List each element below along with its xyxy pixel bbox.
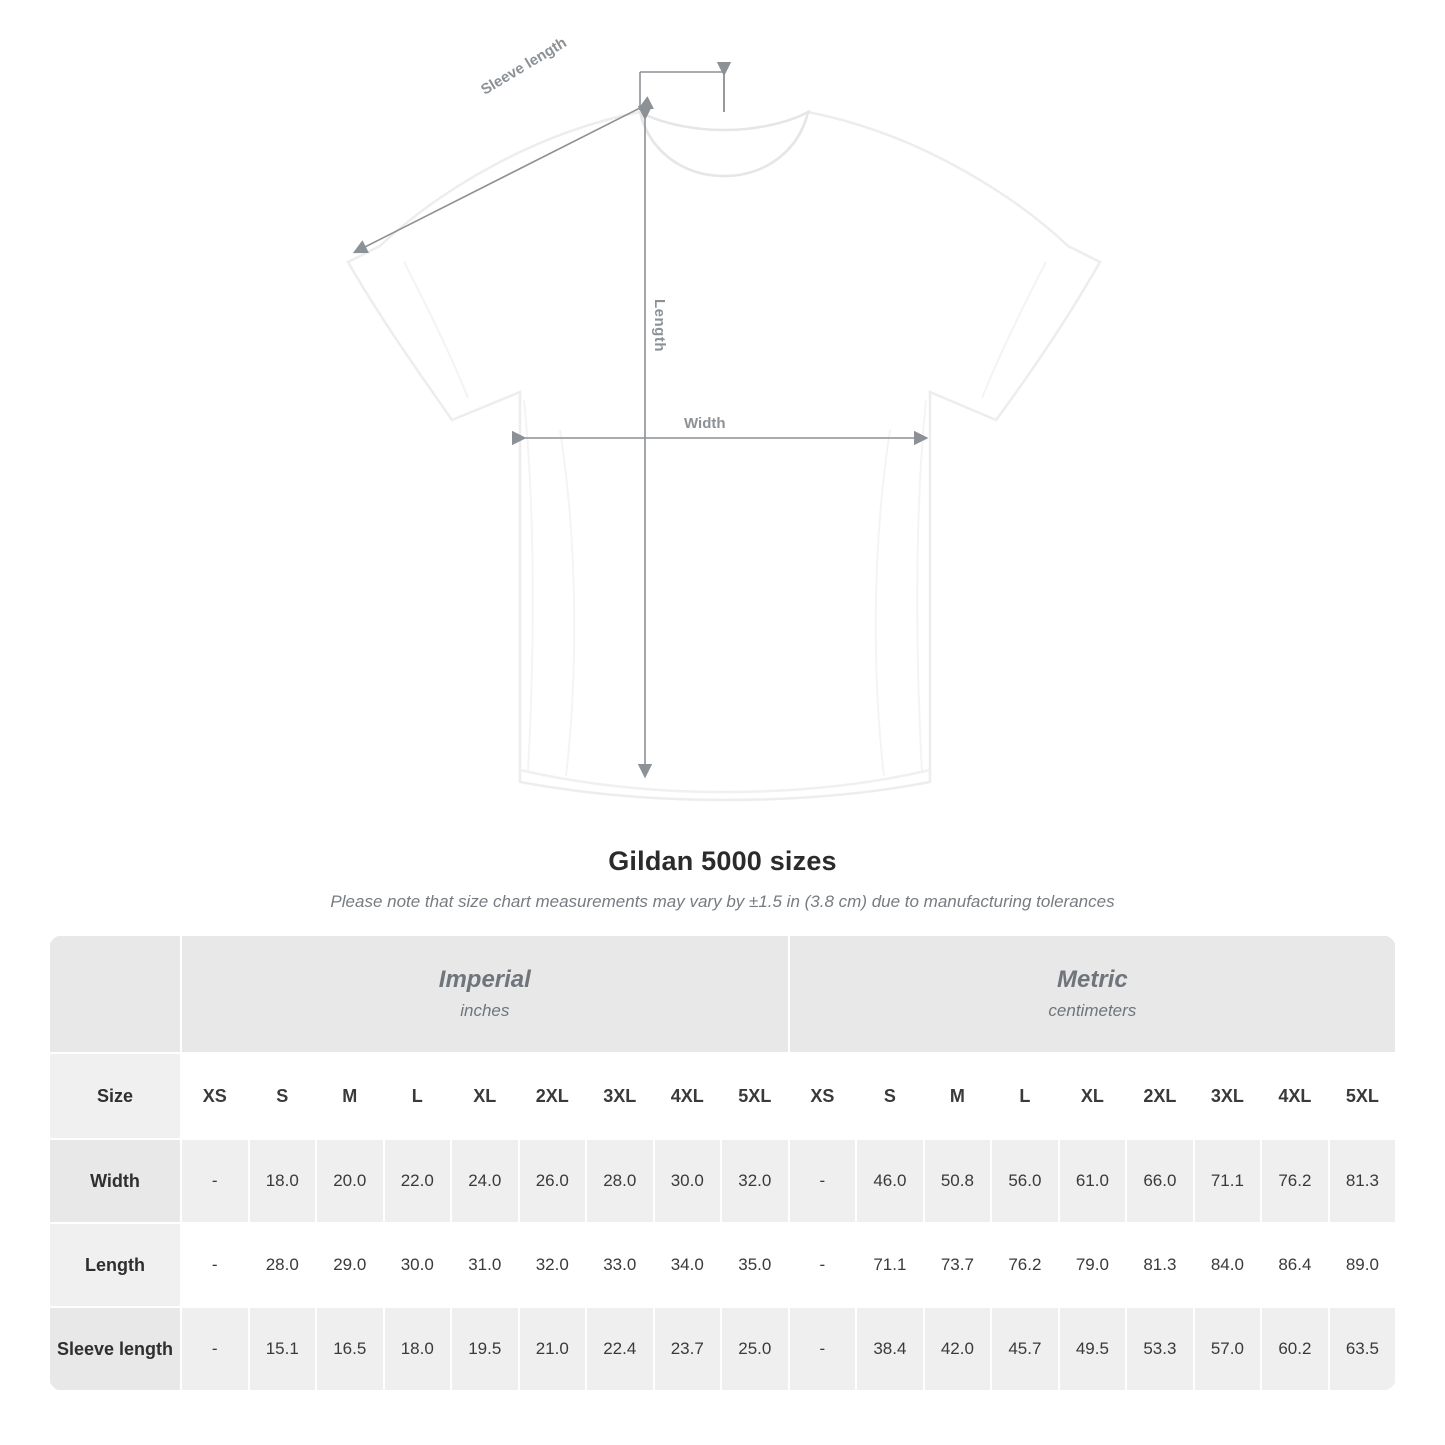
size-col-metric-xl: XL [1059, 1053, 1127, 1139]
row-label-width: Width [49, 1139, 181, 1223]
cell-width-imperial-l: 22.0 [384, 1139, 452, 1223]
row-label-sleeve-length: Sleeve length [49, 1307, 181, 1391]
cell-width-imperial-xl: 24.0 [451, 1139, 519, 1223]
cell-length-imperial-5xl: 35.0 [721, 1223, 789, 1307]
cell-length-imperial-xs: - [181, 1223, 249, 1307]
size-col-metric-4xl: 4XL [1261, 1053, 1329, 1139]
cell-length-metric-xs: - [789, 1223, 857, 1307]
length-label: Length [651, 299, 668, 352]
size-header-label: Size [49, 1053, 181, 1139]
size-col-metric-2xl: 2XL [1126, 1053, 1194, 1139]
cell-width-metric-3xl: 71.1 [1194, 1139, 1262, 1223]
cell-length-imperial-2xl: 32.0 [519, 1223, 587, 1307]
size-col-imperial-5xl: 5XL [721, 1053, 789, 1139]
size-table [48, 934, 1397, 1392]
cell-sleeve-imperial-xs: - [181, 1307, 249, 1391]
cell-width-metric-m: 50.8 [924, 1139, 992, 1223]
cell-length-metric-m: 73.7 [924, 1223, 992, 1307]
cell-sleeve-imperial-2xl: 21.0 [519, 1307, 587, 1391]
cell-width-metric-l: 56.0 [991, 1139, 1059, 1223]
cell-sleeve-metric-xs: - [789, 1307, 857, 1391]
cell-sleeve-metric-s: 38.4 [856, 1307, 924, 1391]
cell-sleeve-imperial-l: 18.0 [384, 1307, 452, 1391]
size-col-imperial-4xl: 4XL [654, 1053, 722, 1139]
system-header-row [49, 935, 1396, 1053]
cell-width-metric-xs: - [789, 1139, 857, 1223]
cell-sleeve-metric-4xl: 60.2 [1261, 1307, 1329, 1391]
page-title: Gildan 5000 sizes [608, 846, 837, 876]
cell-width-imperial-5xl: 32.0 [721, 1139, 789, 1223]
row-label-length: Length [49, 1223, 181, 1307]
cell-length-imperial-m: 29.0 [316, 1223, 384, 1307]
cell-length-imperial-l: 30.0 [384, 1223, 452, 1307]
system-imperial-unit: inches [460, 1001, 510, 1021]
cell-length-imperial-s: 28.0 [249, 1223, 317, 1307]
cell-sleeve-imperial-s: 15.1 [249, 1307, 317, 1391]
system-imperial [181, 935, 789, 1053]
cell-sleeve-metric-2xl: 53.3 [1126, 1307, 1194, 1391]
cell-width-imperial-m: 20.0 [316, 1139, 384, 1223]
cell-sleeve-imperial-xl: 19.5 [451, 1307, 519, 1391]
size-col-imperial-3xl: 3XL [586, 1053, 654, 1139]
cell-width-metric-s: 46.0 [856, 1139, 924, 1223]
size-col-imperial-l: L [384, 1053, 452, 1139]
cell-length-metric-2xl: 81.3 [1126, 1223, 1194, 1307]
cell-length-imperial-3xl: 33.0 [586, 1223, 654, 1307]
cell-sleeve-imperial-4xl: 23.7 [654, 1307, 722, 1391]
cell-width-metric-4xl: 76.2 [1261, 1139, 1329, 1223]
cell-width-imperial-4xl: 30.0 [654, 1139, 722, 1223]
size-col-metric-s: S [856, 1053, 924, 1139]
sleeve-length-label: Sleeve length [478, 34, 570, 99]
cell-width-imperial-3xl: 28.0 [586, 1139, 654, 1223]
width-label: Width [684, 415, 726, 432]
size-col-metric-5xl: 5XL [1329, 1053, 1397, 1139]
size-col-imperial-m: M [316, 1053, 384, 1139]
title-block [0, 846, 1445, 912]
cell-length-imperial-4xl: 34.0 [654, 1223, 722, 1307]
cell-sleeve-imperial-5xl: 25.0 [721, 1307, 789, 1391]
size-header-row [49, 1053, 1396, 1139]
size-col-imperial-xs: XS [181, 1053, 249, 1139]
cell-sleeve-metric-xl: 49.5 [1059, 1307, 1127, 1391]
cell-width-metric-xl: 61.0 [1059, 1139, 1127, 1223]
cell-width-metric-2xl: 66.0 [1126, 1139, 1194, 1223]
cell-width-imperial-s: 18.0 [249, 1139, 317, 1223]
size-col-metric-3xl: 3XL [1194, 1053, 1262, 1139]
size-col-metric-l: L [991, 1053, 1059, 1139]
cell-length-imperial-xl: 31.0 [451, 1223, 519, 1307]
cell-length-metric-5xl: 89.0 [1329, 1223, 1397, 1307]
size-table-wrapper [48, 934, 1397, 1392]
table-row [49, 1223, 1396, 1307]
cell-length-metric-3xl: 84.0 [1194, 1223, 1262, 1307]
cell-sleeve-imperial-m: 16.5 [316, 1307, 384, 1391]
table-row [49, 1307, 1396, 1391]
system-metric-name: Metric [1057, 965, 1128, 993]
size-col-imperial-2xl: 2XL [519, 1053, 587, 1139]
cell-width-imperial-xs: - [181, 1139, 249, 1223]
cell-sleeve-metric-3xl: 57.0 [1194, 1307, 1262, 1391]
cell-length-metric-s: 71.1 [856, 1223, 924, 1307]
size-col-metric-m: M [924, 1053, 992, 1139]
tolerance-note: Please note that size chart measurements may vary by ±1.5 in (3.8 cm) due to manufacturing tolerances [330, 892, 1115, 911]
system-metric-unit: centimeters [1048, 1001, 1137, 1021]
cell-width-metric-5xl: 81.3 [1329, 1139, 1397, 1223]
system-imperial-name: Imperial [438, 965, 531, 993]
size-col-imperial-s: S [249, 1053, 317, 1139]
size-col-metric-xs: XS [789, 1053, 857, 1139]
size-col-imperial-xl: XL [451, 1053, 519, 1139]
system-metric [789, 935, 1397, 1053]
cell-sleeve-metric-l: 45.7 [991, 1307, 1059, 1391]
cell-sleeve-metric-m: 42.0 [924, 1307, 992, 1391]
cell-length-metric-4xl: 86.4 [1261, 1223, 1329, 1307]
cell-length-metric-l: 76.2 [991, 1223, 1059, 1307]
cell-length-metric-xl: 79.0 [1059, 1223, 1127, 1307]
cell-sleeve-imperial-3xl: 22.4 [586, 1307, 654, 1391]
cell-sleeve-metric-5xl: 63.5 [1329, 1307, 1397, 1391]
table-row [49, 1139, 1396, 1223]
cell-width-imperial-2xl: 26.0 [519, 1139, 587, 1223]
corner-cell [49, 935, 181, 1053]
